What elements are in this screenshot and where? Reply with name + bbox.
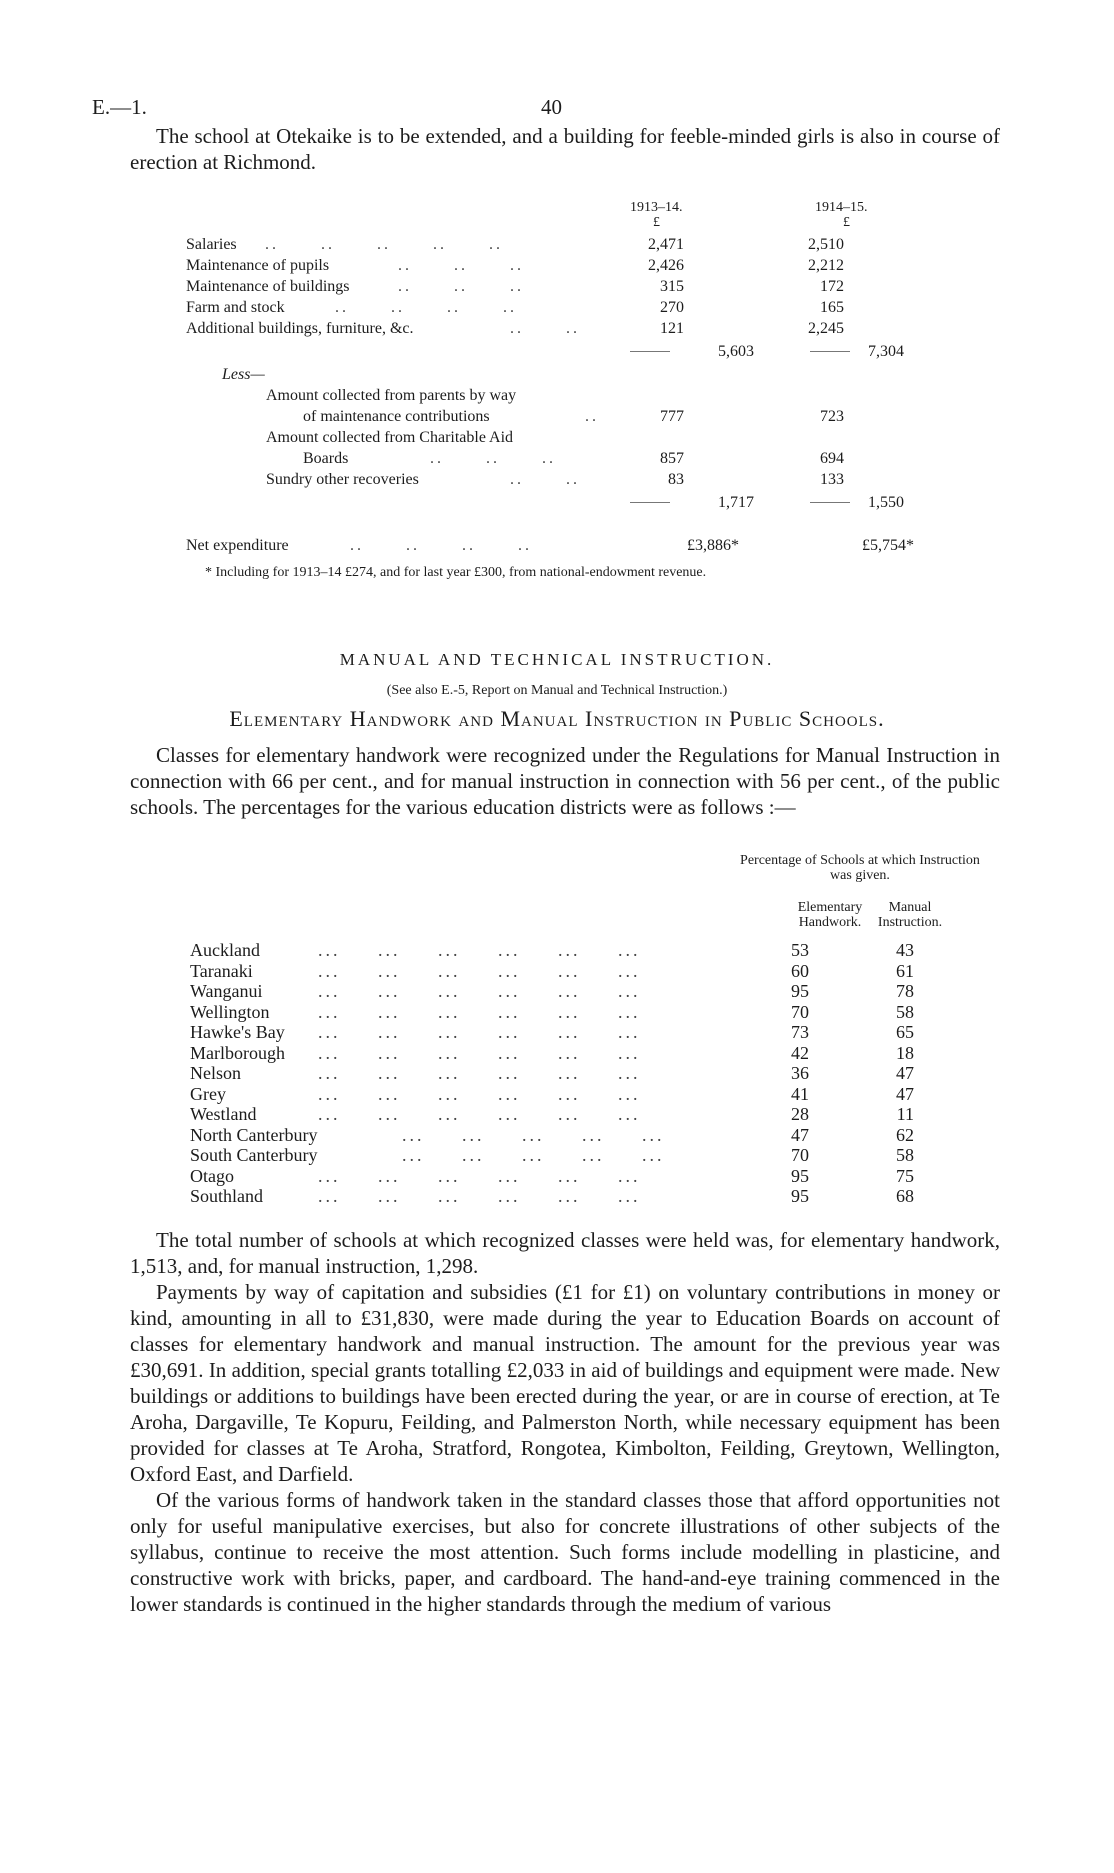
value-1913: 2,471 xyxy=(648,236,684,253)
manual-pct: 18 xyxy=(896,1043,914,1063)
rule xyxy=(630,351,670,352)
less-row-label: Sundry other recoveries xyxy=(266,471,419,488)
col1-unit: £ xyxy=(653,215,660,230)
less-value-1914: 694 xyxy=(820,450,844,467)
subtotal-1913: 5,603 xyxy=(718,343,754,360)
value-1914: 165 xyxy=(820,299,844,316)
handwork-pct: 73 xyxy=(791,1022,809,1042)
row-label: Farm and stock xyxy=(186,299,285,316)
col-header-handwork: Elementary Handwork. xyxy=(797,900,863,930)
manual-pct: 61 xyxy=(896,961,914,981)
manual-pct: 68 xyxy=(896,1186,914,1206)
net-1914: £5,754* xyxy=(862,537,914,554)
district-name: Wellington xyxy=(190,1002,270,1022)
leader-dots: .. .. xyxy=(510,320,580,337)
manual-pct: 65 xyxy=(896,1022,914,1042)
section-title: MANUAL AND TECHNICAL INSTRUCTION. xyxy=(339,650,775,669)
less-value-1913: 857 xyxy=(660,450,684,467)
less-row-label-line1: Amount collected from parents by way xyxy=(266,387,517,404)
handwork-pct: 47 xyxy=(791,1125,809,1145)
handwork-pct: 95 xyxy=(791,1166,809,1186)
paragraph-forms: Of the various forms of handwork taken in the standard classes those that afford opportunities not only for useful manipulative exercises, but also for concrete illustrations of other subjects of the syllabus, continue to receive the most attention. Such forms include modelling in plasticine, and constructive work with bricks, paper, and cardboard. The hand-and-eye training commenced in the lower standards is continued in the higher standards through the medium of various xyxy=(130,1488,1000,1616)
col-header-manual: Manual Instruction. xyxy=(877,900,943,930)
handwork-pct: 41 xyxy=(791,1084,809,1104)
leader-dots: .. .. .. .. .. xyxy=(265,236,503,253)
handwork-pct: 95 xyxy=(791,1186,809,1206)
leader-dots: ... ... ... ... ... xyxy=(402,1125,665,1145)
less-row-label-line2: Boards xyxy=(303,450,349,467)
handwork-pct: 95 xyxy=(791,981,809,1001)
rule xyxy=(810,502,850,503)
handwork-pct: 60 xyxy=(791,961,809,981)
leader-dots: ... ... ... ... ... xyxy=(402,1145,665,1165)
row-label: Salaries xyxy=(186,236,237,253)
leader-dots: ... ... ... ... ... ... xyxy=(318,1043,641,1063)
handwork-pct: 70 xyxy=(791,1002,809,1022)
value-1914: 2,510 xyxy=(808,236,844,253)
less-value-1913: 83 xyxy=(668,471,684,488)
leader-dots: .. .. .. xyxy=(398,278,524,295)
leader-dots: .. .. .. xyxy=(398,257,524,274)
leader-dots: .. .. .. .. xyxy=(335,299,517,316)
manual-pct: 75 xyxy=(896,1166,914,1186)
value-1914: 172 xyxy=(820,278,844,295)
manual-pct: 47 xyxy=(896,1084,914,1104)
less-value-1914: 133 xyxy=(820,471,844,488)
leader-dots: .. .. .. .. xyxy=(350,537,532,554)
col2-unit: £ xyxy=(843,215,850,230)
district-name: Southland xyxy=(190,1186,264,1206)
district-name: Westland xyxy=(190,1104,257,1124)
less-row-label-line1: Amount collected from Charitable Aid xyxy=(266,429,514,446)
row-label: Maintenance of buildings xyxy=(186,278,350,295)
row-label: Additional buildings, furniture, &c. xyxy=(186,320,414,337)
manual-pct: 43 xyxy=(896,940,914,960)
less-value-1913: 777 xyxy=(660,408,684,425)
manual-pct: 11 xyxy=(896,1104,914,1124)
paragraph-totals: The total number of schools at which recognized classes were held was, for elementary handwork, 1,513, and, for manual instruction, 1,298. xyxy=(130,1228,1000,1278)
leader-dots: ... ... ... ... ... ... xyxy=(318,940,641,960)
less-total-1913: 1,717 xyxy=(718,494,754,511)
handwork-pct: 70 xyxy=(791,1145,809,1165)
leader-dots: ... ... ... ... ... ... xyxy=(318,1002,641,1022)
value-1913: 270 xyxy=(660,299,684,316)
manual-pct: 62 xyxy=(896,1125,914,1145)
district-name: Hawke's Bay xyxy=(190,1022,285,1042)
district-name: North Canterbury xyxy=(190,1125,318,1145)
leader-dots: .. xyxy=(585,408,599,425)
see-also-note: (See also E.-5, Report on Manual and Technical Instruction.) xyxy=(386,683,728,698)
district-name: Otago xyxy=(190,1166,234,1186)
manual-pct: 47 xyxy=(896,1063,914,1083)
leader-dots: ... ... ... ... ... ... xyxy=(318,1084,641,1104)
manual-pct: 58 xyxy=(896,1145,914,1165)
manual-pct: 58 xyxy=(896,1002,914,1022)
net-1913: £3,886* xyxy=(687,537,739,554)
value-1914: 2,245 xyxy=(808,320,844,337)
leader-dots: .. .. .. xyxy=(430,450,556,467)
subtotal-1914: 7,304 xyxy=(868,343,904,360)
col2-year: 1914–15. xyxy=(815,200,868,215)
handwork-pct: 53 xyxy=(791,940,809,960)
leader-dots: ... ... ... ... ... ... xyxy=(318,1022,641,1042)
page-number: 40 xyxy=(541,95,562,119)
value-1913: 121 xyxy=(660,320,684,337)
leader-dots: ... ... ... ... ... ... xyxy=(318,1063,641,1083)
value-1913: 315 xyxy=(660,278,684,295)
paragraph-payments: Payments by way of capitation and subsidies (£1 for £1) on voluntary contributions in money or kind, amounting in all to £31,830, were made during the year to Education Boards on account of classes for elementary handwork and manual instruction. The amount for the previous year was £30,691. In addition, special grants totalling £2,033 in aid of buildings and equipment were made. New buildings or additions to buildings have been erected during the year, or are in course of erection, at Te Aroha, Dargaville, Te Kopuru, Feilding, and Palmerston North, while necessary equipment has been provided for classes at Te Aroha, Stratford, Rongotea, Kimbolton, Feilding, Greytown, Wellington, Oxford East, and Darfield. xyxy=(130,1280,1000,1486)
district-name: Marlborough xyxy=(190,1043,285,1063)
manual-pct: 78 xyxy=(896,981,914,1001)
less-row-label-line2: of maintenance contributions xyxy=(303,408,490,425)
less-label: Less— xyxy=(222,366,265,383)
district-name: South Canterbury xyxy=(190,1145,318,1165)
group-header: Percentage of Schools at which Instruction was given. xyxy=(740,853,980,883)
col1-year: 1913–14. xyxy=(630,200,683,215)
leader-dots: ... ... ... ... ... ... xyxy=(318,1186,641,1206)
intro-paragraph: The school at Otekaike is to be extended, and a building for feeble-minded girls is also in course of erection at Richmond. xyxy=(130,124,1000,174)
leader-dots: .. .. xyxy=(510,471,580,488)
less-total-1914: 1,550 xyxy=(868,494,904,511)
handwork-pct: 42 xyxy=(791,1043,809,1063)
rule xyxy=(810,351,850,352)
district-name: Wanganui xyxy=(190,981,263,1001)
less-value-1914: 723 xyxy=(820,408,844,425)
footnote: * Including for 1913–14 £274, and for last year £300, from national-endowment revenue. xyxy=(205,565,707,580)
rule xyxy=(630,502,670,503)
leader-dots: ... ... ... ... ... ... xyxy=(318,981,641,1001)
value-1914: 2,212 xyxy=(808,257,844,274)
document-code: E.—1. xyxy=(92,95,147,119)
district-name: Grey xyxy=(190,1084,226,1104)
district-name: Nelson xyxy=(190,1063,241,1083)
handwork-pct: 28 xyxy=(791,1104,809,1124)
leader-dots: ... ... ... ... ... ... xyxy=(318,1104,641,1124)
row-label: Maintenance of pupils xyxy=(186,257,330,274)
leader-dots: ... ... ... ... ... ... xyxy=(318,961,641,981)
handwork-paragraph: Classes for elementary handwork were recognized under the Regulations for Manual Instruction in connection with 66 per cent., and for manual instruction in connection with 56 per cent., of the public schools. The percentages for the various education districts were as follows :— xyxy=(130,743,1000,819)
handwork-pct: 36 xyxy=(791,1063,809,1083)
net-label: Net expenditure xyxy=(186,537,289,554)
leader-dots: ... ... ... ... ... ... xyxy=(318,1166,641,1186)
section-subtitle: Elementary Handwork and Manual Instruction in Public Schools. xyxy=(229,706,885,731)
value-1913: 2,426 xyxy=(648,257,684,274)
district-name: Auckland xyxy=(190,940,260,960)
body-paragraphs xyxy=(130,1227,1000,1617)
district-name: Taranaki xyxy=(190,961,253,981)
